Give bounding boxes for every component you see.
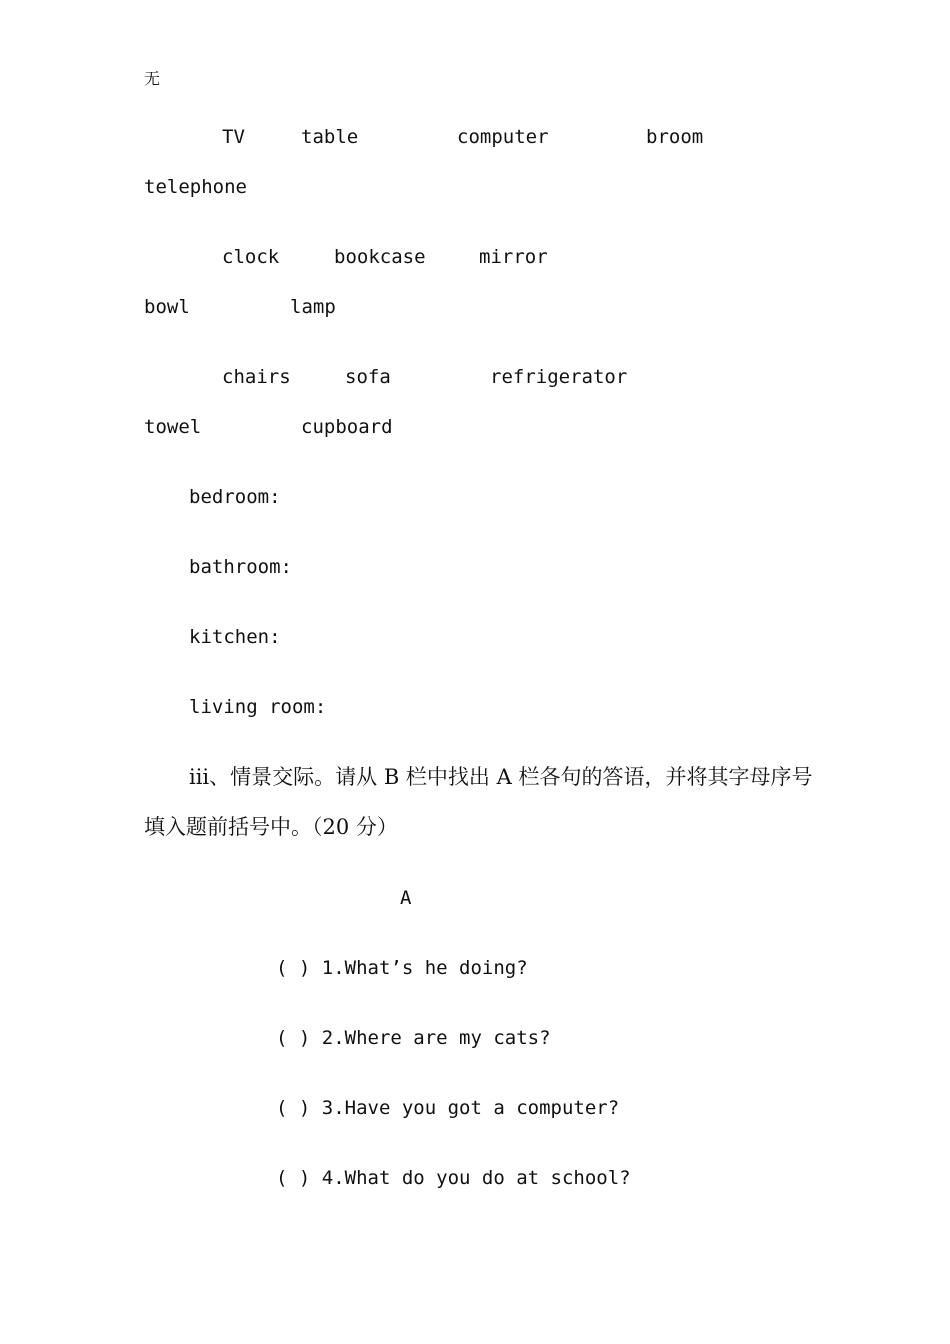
word-computer: computer — [457, 126, 549, 148]
room-living-room: living room: — [189, 696, 327, 718]
word-refrigerator: refrigerator — [490, 366, 628, 388]
word-tv: TV — [222, 126, 245, 148]
section3-instruction-line2: 填入题前括号中。（20 分） — [144, 815, 398, 839]
column-a-label: A — [400, 887, 412, 909]
word-sofa: sofa — [345, 366, 391, 388]
word-table: table — [301, 126, 359, 148]
room-kitchen: kitchen: — [189, 626, 281, 648]
word-clock: clock — [222, 246, 280, 268]
question-1: ( ) 1.What’s he doing? — [276, 957, 528, 979]
word-telephone: telephone — [144, 176, 247, 198]
word-broom: broom — [646, 126, 704, 148]
word-bookcase: bookcase — [334, 246, 426, 268]
word-lamp: lamp — [290, 296, 336, 318]
word-mirror: mirror — [479, 246, 548, 268]
word-chairs: chairs — [222, 366, 291, 388]
question-2: ( ) 2.Where are my cats? — [276, 1027, 551, 1049]
word-towel: towel — [144, 416, 202, 438]
top-note: 无 — [144, 69, 161, 88]
room-bathroom: bathroom: — [189, 556, 292, 578]
room-bedroom: bedroom: — [189, 486, 281, 508]
word-cupboard: cupboard — [301, 416, 393, 438]
question-4: ( ) 4.What do you do at school? — [276, 1167, 631, 1189]
section3-instruction-line1: ⅲ、情景交际。请从 B 栏中找出 A 栏各句的答语，并将其字母序号 — [189, 765, 813, 789]
question-3: ( ) 3.Have you got a computer? — [276, 1097, 620, 1119]
word-bowl: bowl — [144, 296, 190, 318]
